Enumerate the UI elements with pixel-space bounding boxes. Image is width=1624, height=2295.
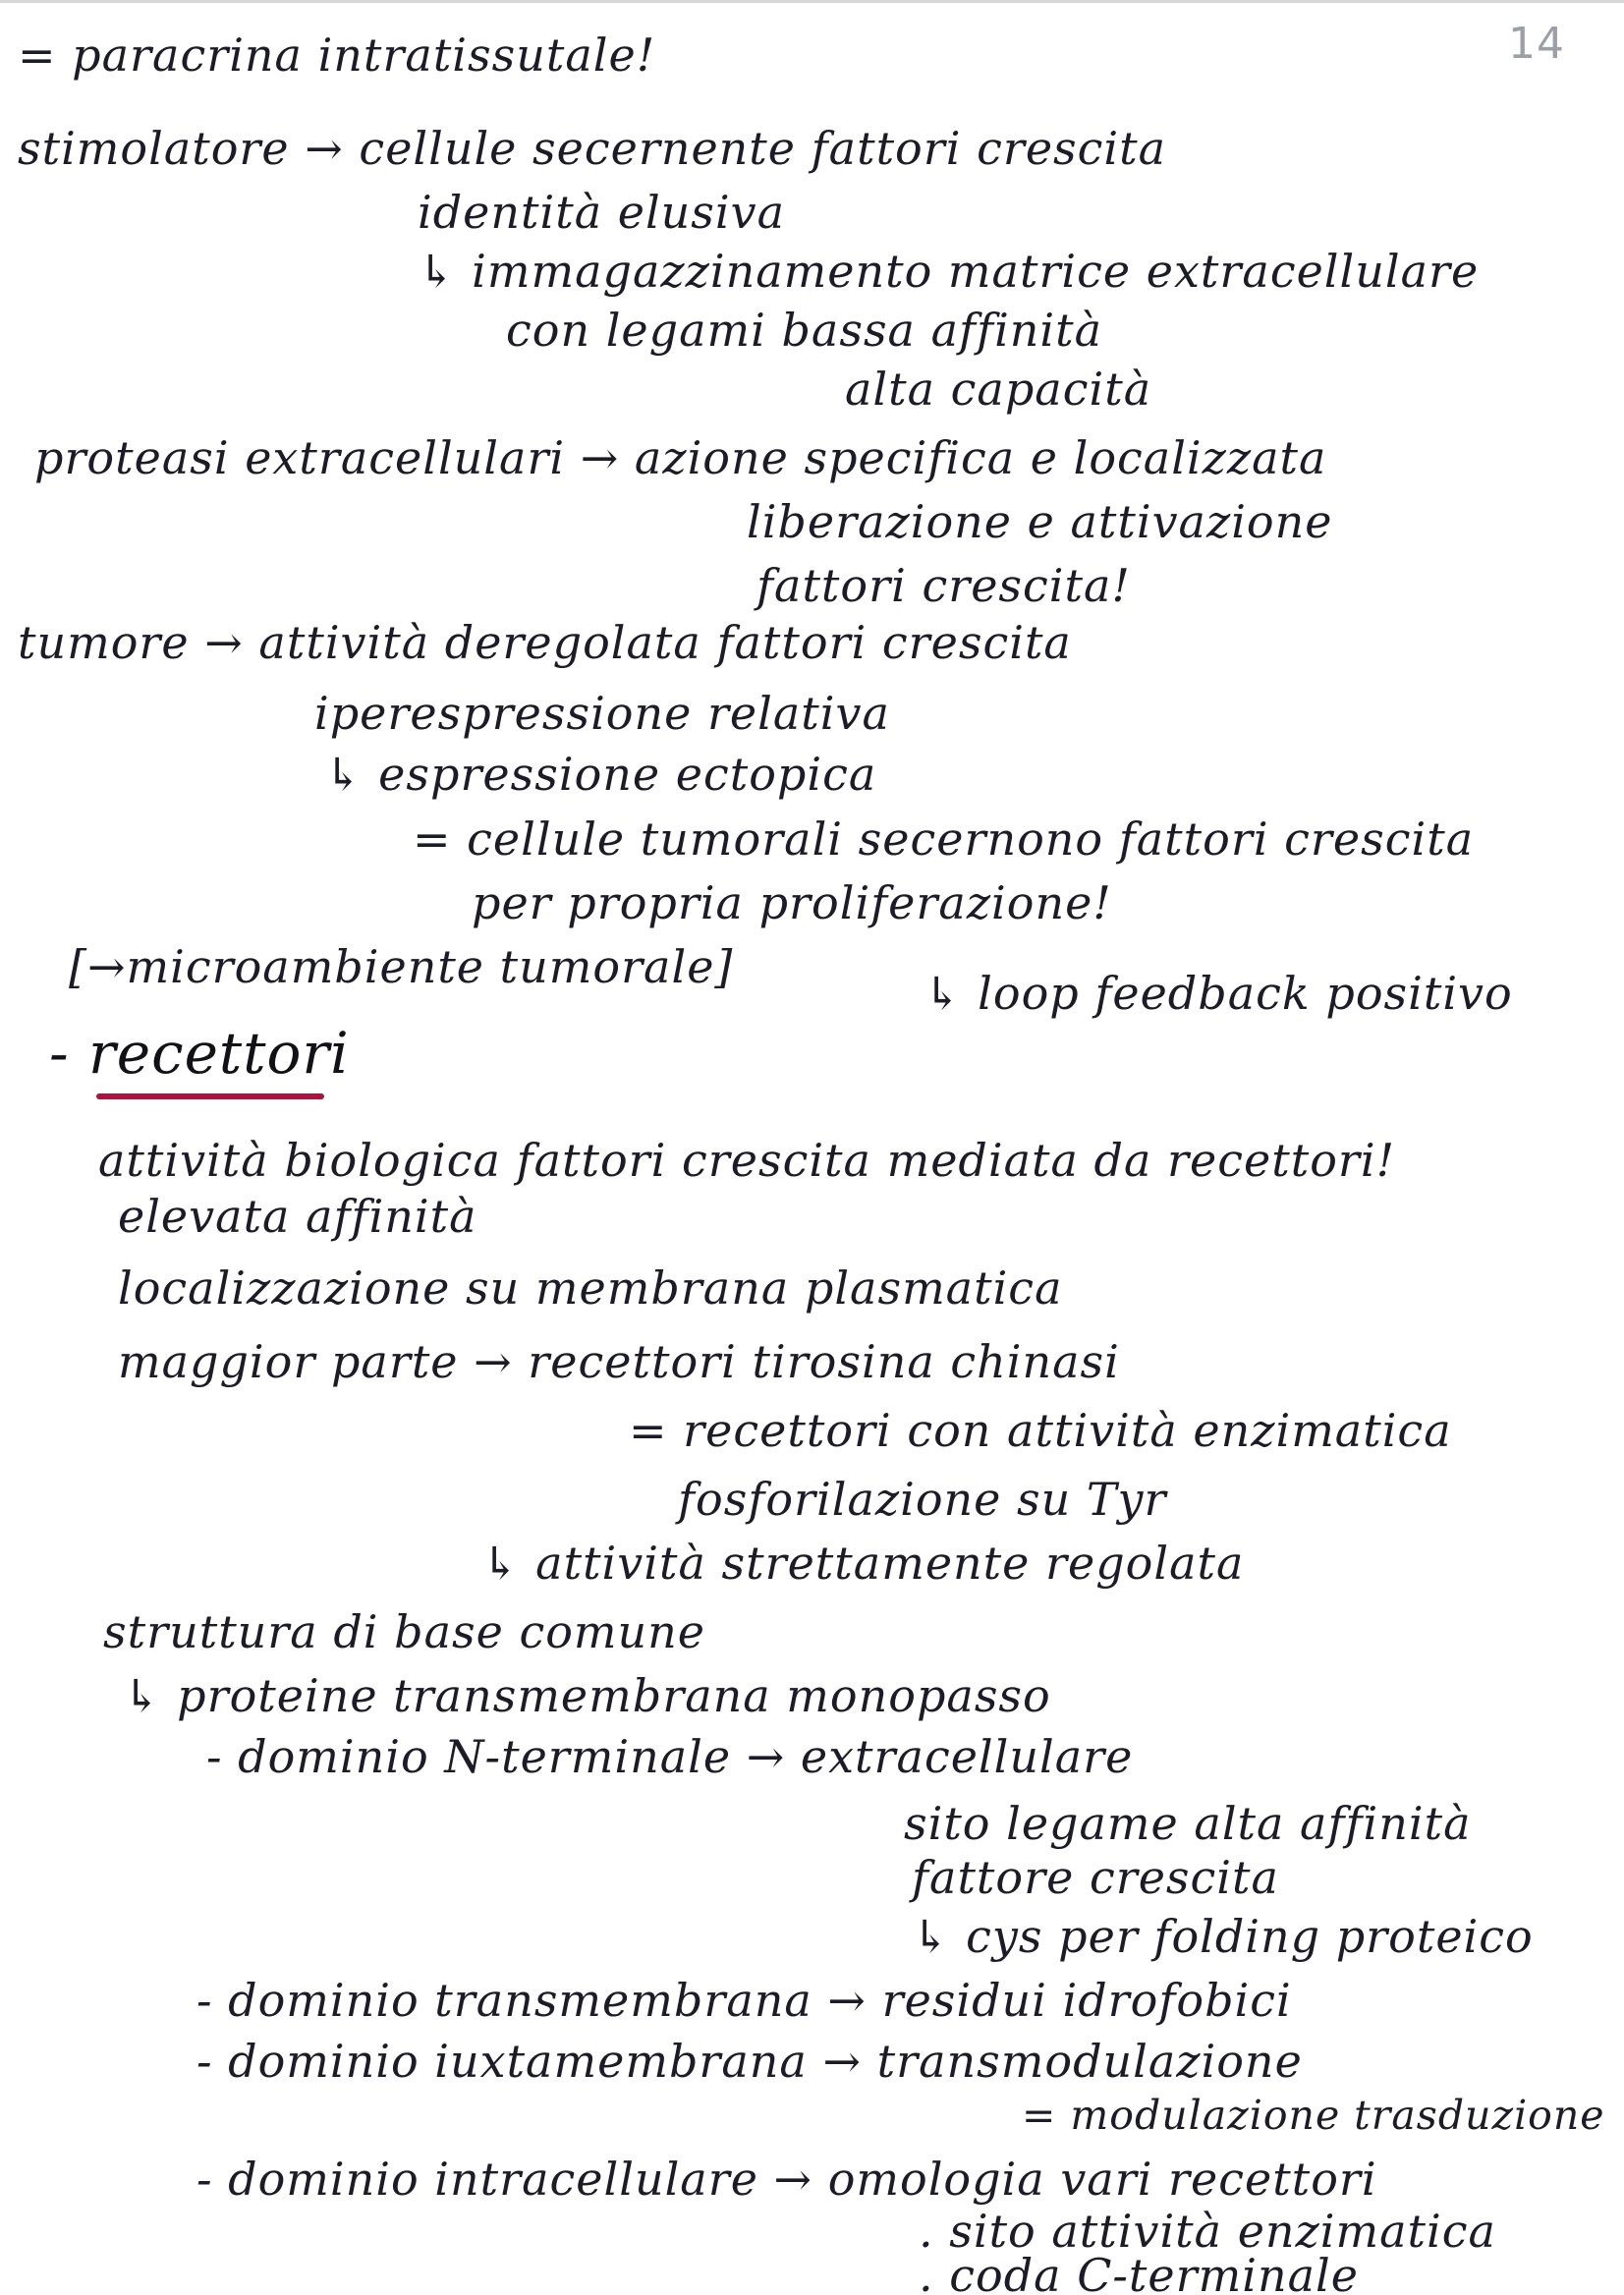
note-line: ↳ attività strettamente regolata	[481, 1537, 1245, 1590]
note-line: iperespressione relativa	[314, 687, 890, 740]
note-line: = paracrina intratissutale!	[18, 28, 656, 82]
note-line: proteasi extracellulari → azione specifica e localizzata	[34, 431, 1327, 484]
note-line: = recettori con attività enzimatica	[629, 1404, 1452, 1457]
note-line: attività biologica fattori crescita mediata da recettori!	[98, 1134, 1396, 1187]
heading-underline	[96, 1093, 324, 1099]
note-line: ↳ immagazzinamento matrice extracellulare	[418, 245, 1480, 298]
note-line: alta capacità	[845, 363, 1152, 416]
note-line: liberazione e attivazione	[747, 495, 1333, 548]
note-line: fattore crescita	[912, 1851, 1279, 1904]
note-line: - dominio intracellulare → omologia vari recettori	[196, 2153, 1377, 2206]
note-line: ↳ espressione ectopica	[324, 748, 877, 801]
note-line: elevata affinità	[118, 1190, 477, 1243]
note-line: localizzazione su membrana plasmatica	[118, 1261, 1063, 1315]
note-line: [→microambiente tumorale]	[69, 940, 734, 993]
note-line: sito legame alta affinità	[904, 1797, 1472, 1850]
note-line: . coda C-terminale	[919, 2249, 1359, 2295]
note-line: fattori crescita!	[756, 559, 1131, 612]
note-line: per propria proliferazione!	[472, 876, 1112, 929]
note-line: = modulazione trasduzione	[1022, 2092, 1605, 2139]
note-line: = cellule tumorali secernono fattori crescita	[413, 812, 1475, 866]
note-line: stimolatore → cellule secernente fattori crescita	[18, 122, 1167, 175]
note-line: tumore → attività deregolata fattori crescita	[18, 616, 1072, 669]
note-line: maggior parte → recettori tirosina chinasi	[118, 1335, 1120, 1388]
note-line: struttura di base comune	[103, 1605, 705, 1658]
note-line: ↳ cys per folding proteico	[912, 1910, 1534, 1963]
page-number: 14	[1508, 19, 1565, 69]
note-line: identità elusiva	[418, 186, 786, 239]
note-line: . sito attività enzimatica	[919, 2205, 1496, 2258]
note-line: - dominio N-terminale → extracellulare	[206, 1730, 1134, 1783]
note-line: - dominio transmembrana → residui idrofobici	[196, 1974, 1292, 2027]
section-heading-recettori: - recettori	[49, 1020, 350, 1087]
note-line: ↳ proteine transmembrana monopasso	[123, 1669, 1051, 1722]
note-line: - dominio iuxtamembrana → transmodulazione	[196, 2035, 1303, 2088]
note-line: ↳ loop feedback positivo	[924, 967, 1513, 1020]
note-line: fosforilazione su Tyr	[678, 1473, 1167, 1526]
note-line: con legami bassa affinità	[506, 304, 1103, 357]
